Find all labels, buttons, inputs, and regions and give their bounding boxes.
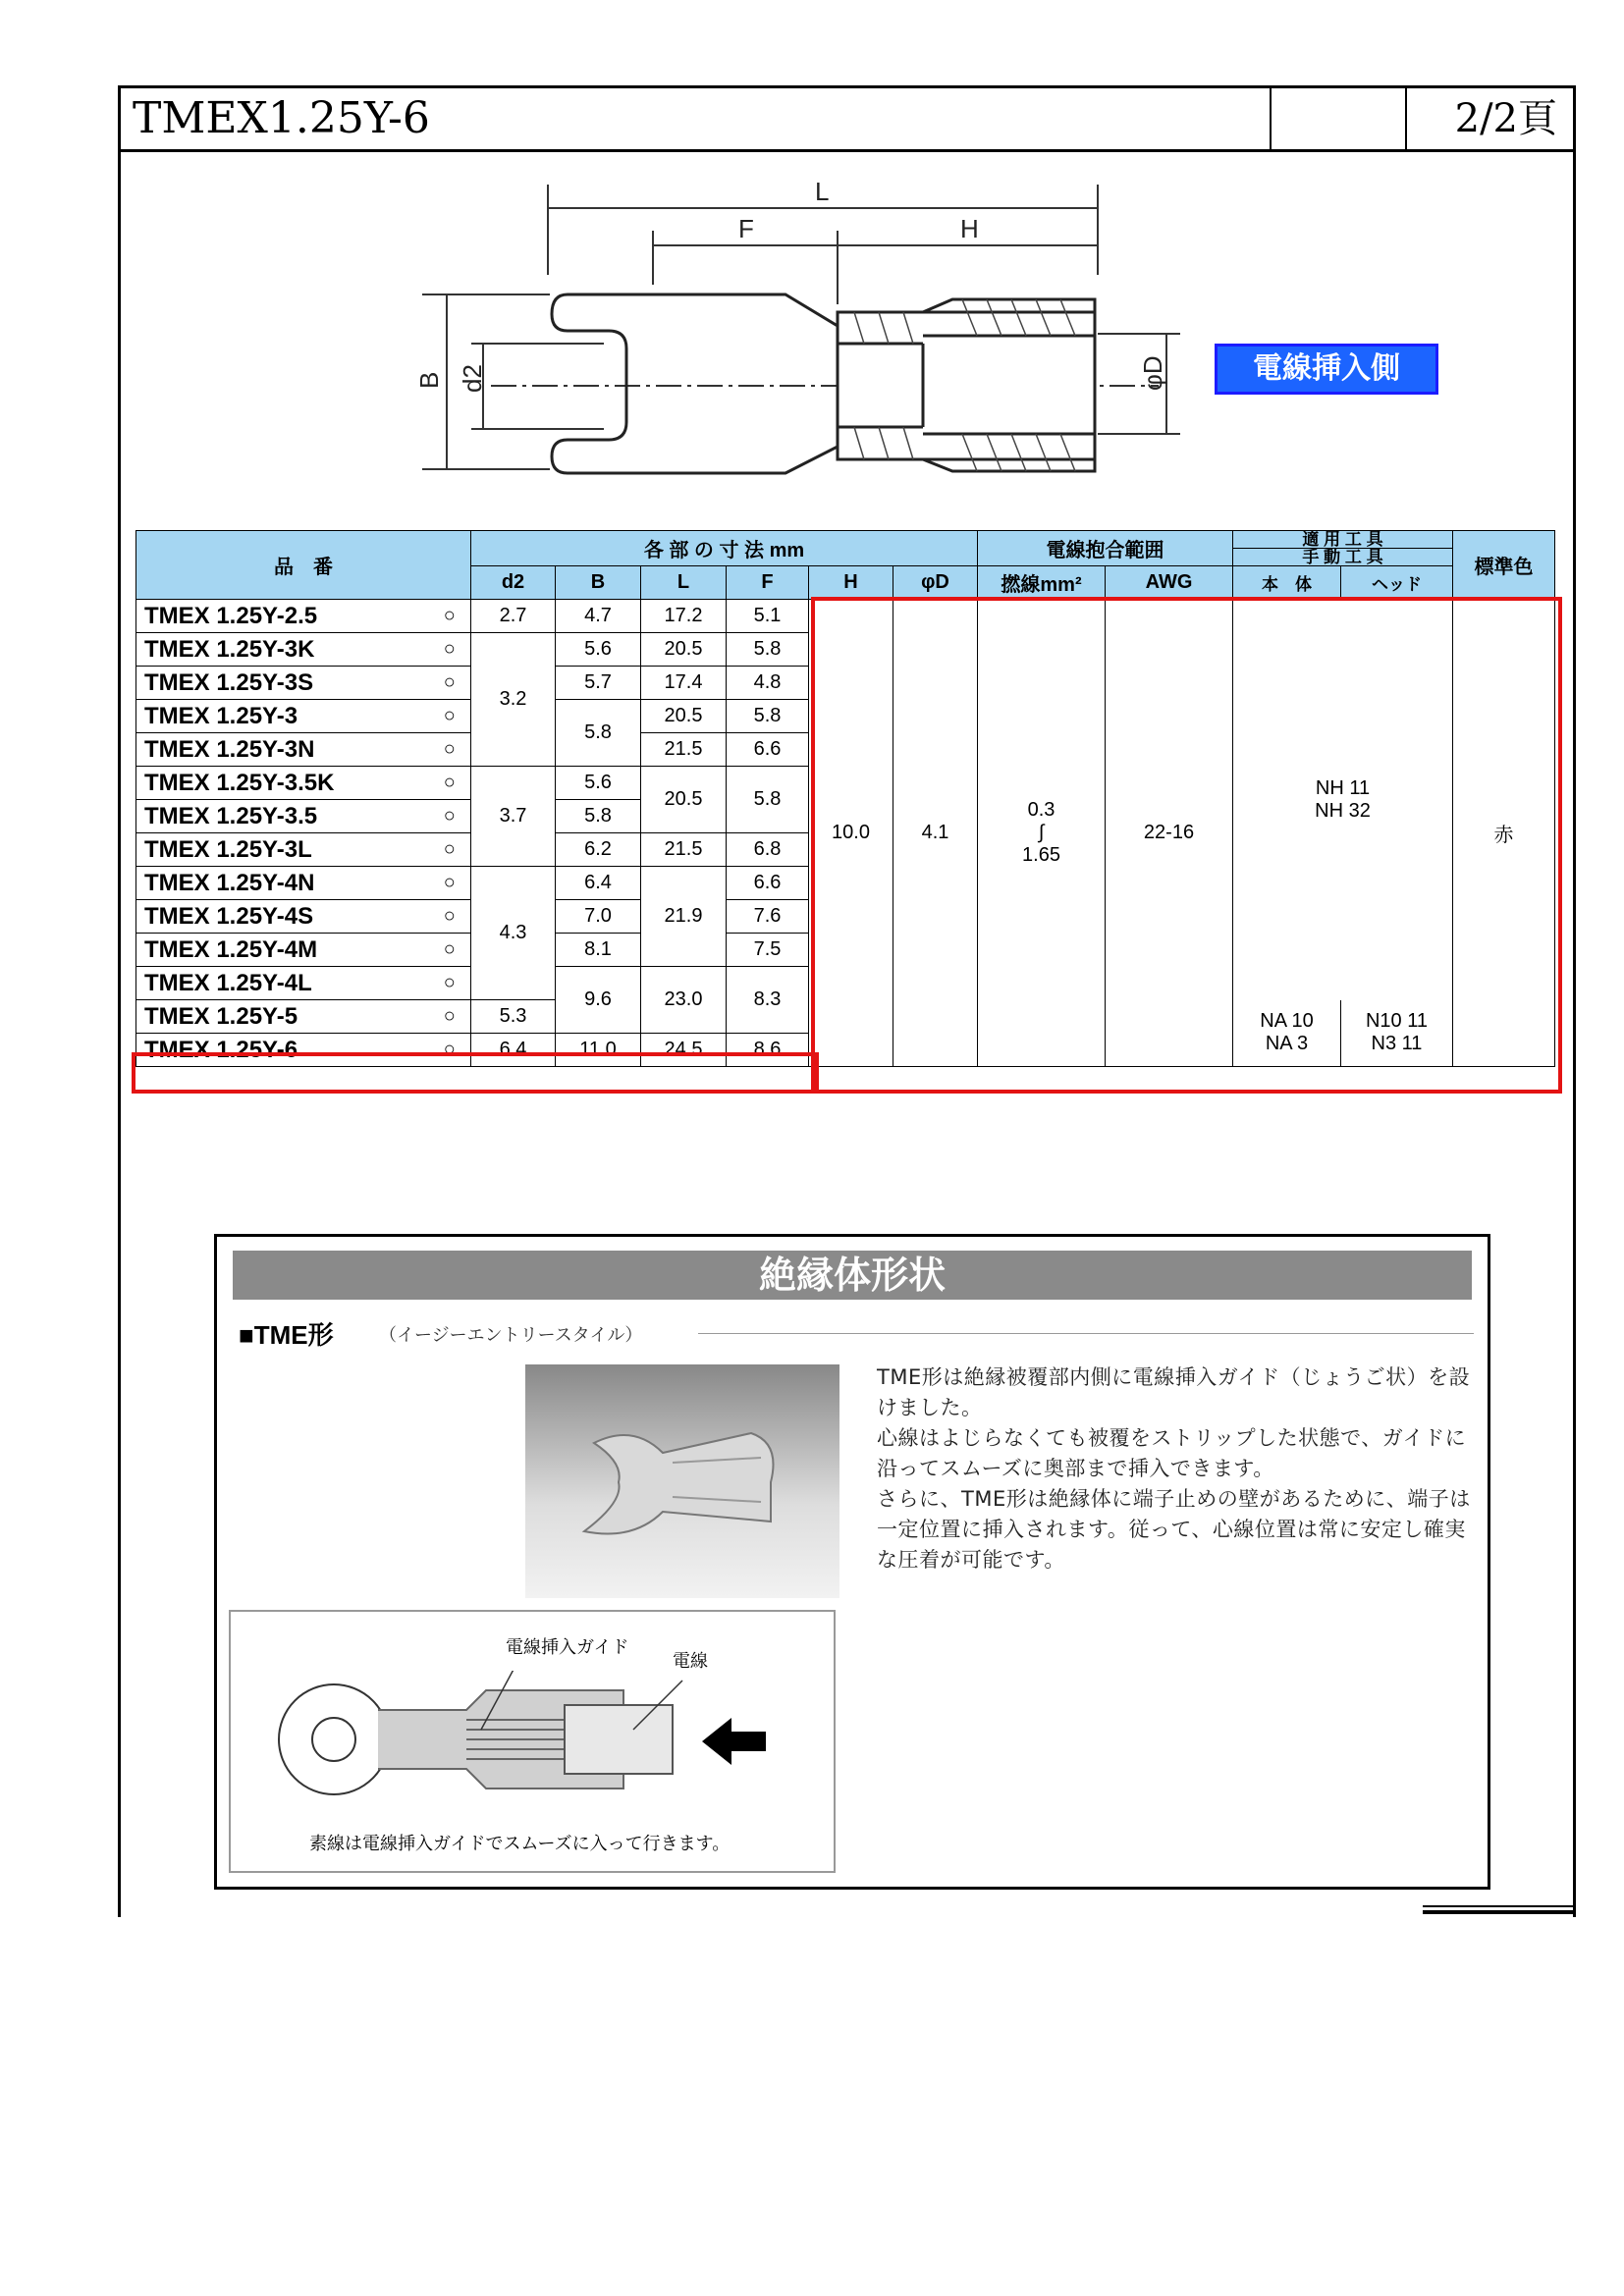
cell-F: 5.8 — [727, 700, 809, 733]
part-number: TMEX 1.25Y-5 — [136, 1000, 429, 1034]
mark: ○ — [429, 600, 471, 633]
cell-d2: 5.3 — [471, 1000, 556, 1034]
cell-F: 6.6 — [727, 867, 809, 900]
cell-F: 6.8 — [727, 833, 809, 867]
bottom-rule-thin — [1423, 1905, 1573, 1907]
part-number: TMEX 1.25Y-4M — [136, 934, 429, 967]
insulation-type: ■TME形 — [239, 1320, 334, 1350]
cell-d2: 3.7 — [471, 767, 556, 867]
dim-phiD-label: φD — [1138, 355, 1167, 391]
cell-L: 21.5 — [641, 833, 727, 867]
cell-H: 10.0 — [809, 600, 893, 1067]
header-tool-top: 適 用 工 具 — [1302, 530, 1383, 549]
cell-L: 17.2 — [641, 600, 727, 633]
cell-F: 8.3 — [727, 967, 809, 1034]
mark: ○ — [429, 967, 471, 1000]
terminal-photo-image — [525, 1364, 839, 1598]
cell-B: 8.1 — [556, 934, 641, 967]
insertion-drawing — [270, 1671, 800, 1818]
mark: ○ — [429, 833, 471, 867]
cell-F: 5.8 — [727, 633, 809, 667]
cell-B: 9.6 — [556, 967, 641, 1034]
dim-L-label: L — [815, 177, 830, 206]
description-line-2: 心線はよじらなくても被覆をストリップした状態で、ガイドに沿ってスムーズに奥部まで挿入できます。 — [877, 1426, 1467, 1480]
terminal-photo — [525, 1364, 839, 1598]
mark: ○ — [429, 633, 471, 667]
description-line-1: TME形は絶縁被覆部内側に電線挿入ガイド（じょうご状）を設けました。 — [877, 1365, 1471, 1419]
cell-L: 21.9 — [641, 867, 727, 967]
mm2-sep: ∫ — [1038, 822, 1045, 843]
cell-d2: 4.3 — [471, 867, 556, 1000]
part-number: TMEX 1.25Y-4N — [136, 867, 429, 900]
mark: ○ — [429, 1034, 471, 1067]
header-L: L — [641, 566, 727, 600]
header-phiD: φD — [893, 566, 978, 600]
mark: ○ — [429, 934, 471, 967]
dim-B-label: B — [414, 371, 444, 389]
part-number: TMEX 1.25Y-3K — [136, 633, 429, 667]
header-color: 標準色 — [1453, 531, 1555, 600]
cell-L: 20.5 — [641, 767, 727, 833]
cell-B: 4.7 — [556, 600, 641, 633]
part-number: TMEX 1.25Y-6 — [136, 1034, 429, 1067]
header-tool — [1233, 531, 1453, 566]
description-line-3: さらに、TME形は絶縁体に端子止めの壁があるために、端子は一定位置に挿入されます。従って、心線位置は常に安定し確実な圧着が可能です。 — [877, 1487, 1471, 1572]
part-number: TMEX 1.25Y-3.5K — [136, 767, 429, 800]
wire-label: 電線 — [673, 1651, 708, 1672]
bottom-rule — [1423, 1910, 1573, 1914]
part-number: TMEX 1.25Y-3L — [136, 833, 429, 867]
cell-F: 7.6 — [727, 900, 809, 934]
cell-L: 24.5 — [641, 1034, 727, 1067]
cell-F: 6.6 — [727, 733, 809, 767]
mark: ○ — [429, 700, 471, 733]
mark: ○ — [429, 767, 471, 800]
tool-body-1: NA 10 — [1260, 1010, 1314, 1033]
insertion-diagram — [229, 1610, 836, 1873]
cell-L: 23.0 — [641, 967, 727, 1034]
divider — [698, 1333, 1474, 1334]
cell-L: 20.5 — [641, 633, 727, 667]
tool-head-2: N3 11 — [1371, 1033, 1423, 1055]
tool-head-1: N10 11 — [1365, 1010, 1428, 1033]
insulation-description — [877, 1362, 1478, 1575]
cell-B: 5.8 — [556, 800, 641, 833]
header-mm2: 撚線mm² — [978, 566, 1106, 600]
header-d2: d2 — [471, 566, 556, 600]
tool-main-1: NH 11 — [1315, 776, 1371, 799]
header-B: B — [556, 566, 641, 600]
cell-F: 5.1 — [727, 600, 809, 633]
cell-B: 5.8 — [556, 700, 641, 767]
header-head: ヘッド — [1341, 566, 1453, 600]
highlight-selected-row — [132, 1052, 819, 1094]
mark: ○ — [429, 867, 471, 900]
terminal-drawing — [373, 177, 1198, 491]
tool-body-2: NA 3 — [1265, 1033, 1309, 1055]
cell-phiD: 4.1 — [893, 600, 978, 1067]
part-number: TMEX 1.25Y-3 — [136, 700, 429, 733]
cell-d2: 2.7 — [471, 600, 556, 633]
cell-d2: 6.4 — [471, 1034, 556, 1067]
tool-main-2: NH 32 — [1315, 799, 1371, 822]
document-title: TMEX1.25Y-6 — [133, 93, 430, 143]
header-H: H — [809, 566, 893, 600]
cell-B: 5.6 — [556, 633, 641, 667]
page-cell — [1405, 88, 1575, 149]
insulation-type-note: （イージーエントリースタイル） — [379, 1325, 643, 1346]
part-number: TMEX 1.25Y-2.5 — [136, 600, 429, 633]
header-wire-range: 電線抱合範囲 — [978, 531, 1233, 566]
header-dims: 各 部 の 寸 法 mm — [471, 531, 978, 566]
highlight-common-specs — [811, 597, 1562, 1094]
title-blank-cell — [1270, 88, 1407, 149]
dim-F-label: F — [738, 214, 754, 243]
dim-H-label: H — [960, 214, 979, 243]
guide-label: 電線挿入ガイド — [506, 1637, 629, 1658]
part-number: TMEX 1.25Y-4L — [136, 967, 429, 1000]
mark: ○ — [429, 1000, 471, 1034]
page-number: 2/2頁 — [1454, 96, 1557, 141]
cell-B: 11.0 — [556, 1034, 641, 1067]
mark: ○ — [429, 800, 471, 833]
part-number: TMEX 1.25Y-3.5 — [136, 800, 429, 833]
header-F: F — [727, 566, 809, 600]
cell-B: 6.2 — [556, 833, 641, 867]
cell-d2: 3.2 — [471, 633, 556, 767]
header-awg: AWG — [1106, 566, 1233, 600]
cell-L: 21.5 — [641, 733, 727, 767]
mm2-min: 0.3 — [1027, 799, 1056, 821]
mm2-max: 1.65 — [1022, 844, 1060, 866]
header-body: 本 体 — [1233, 566, 1341, 600]
insulation-header: 絶縁体形状 — [233, 1251, 1472, 1300]
title-bar — [121, 88, 1573, 152]
cell-L: 17.4 — [641, 667, 727, 700]
cell-B: 7.0 — [556, 900, 641, 934]
diagram-caption: 素線は電線挿入ガイドでスムーズに入って行きます。 — [309, 1834, 731, 1854]
mark: ○ — [429, 733, 471, 767]
cell-F: 5.8 — [727, 767, 809, 833]
cell-color: 赤 — [1453, 600, 1555, 1067]
header-tool-manual: 手 動 工 具 — [1233, 548, 1452, 565]
header-part-no: 品 番 — [136, 531, 471, 600]
mark: ○ — [429, 667, 471, 700]
part-number: TMEX 1.25Y-3S — [136, 667, 429, 700]
cell-awg: 22-16 — [1106, 600, 1233, 1067]
cell-B: 6.4 — [556, 867, 641, 900]
dim-d2-label: d2 — [458, 364, 487, 393]
cell-B: 5.6 — [556, 767, 641, 800]
part-number: TMEX 1.25Y-3N — [136, 733, 429, 767]
part-number: TMEX 1.25Y-4S — [136, 900, 429, 934]
cell-F: 7.5 — [727, 934, 809, 967]
cell-B: 5.7 — [556, 667, 641, 700]
cell-F: 8.6 — [727, 1034, 809, 1067]
wire-insertion-side-label: 電線挿入側 — [1215, 344, 1438, 395]
cell-L: 20.5 — [641, 700, 727, 733]
insulation-section — [214, 1234, 1490, 1890]
cell-F: 4.8 — [727, 667, 809, 700]
mark: ○ — [429, 900, 471, 934]
